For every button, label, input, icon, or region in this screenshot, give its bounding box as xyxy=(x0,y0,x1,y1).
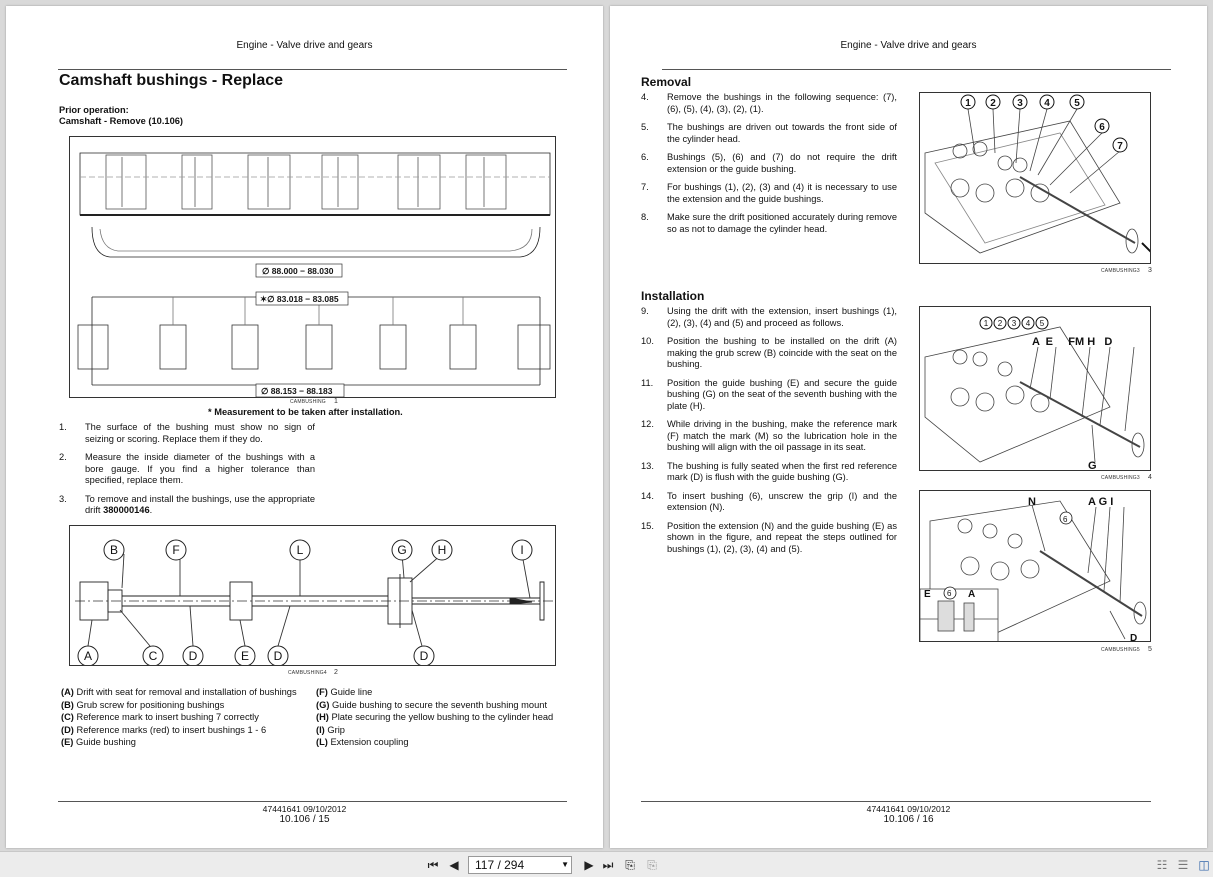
step-item: 7. For bushings (1), (2), (3) and (4) it is necessary to use the extension and the guide bushings. xyxy=(641,182,897,204)
chevron-down-icon[interactable]: ▼ xyxy=(561,860,569,869)
legend-item: (H) Plate securing the yellow bushing to the cylinder head xyxy=(316,712,554,722)
legend-item: (E) Guide bushing xyxy=(61,737,136,747)
callout-top: I xyxy=(520,543,524,557)
fig3-callout: 3 xyxy=(1017,98,1023,109)
fig4-callout: 3 xyxy=(1011,319,1017,328)
removal-heading: Removal xyxy=(641,75,692,89)
figure-4-installation xyxy=(919,306,1151,471)
figure-3-drawing xyxy=(920,93,1151,264)
figure-4-caption: CAMBUSHING3 xyxy=(1101,475,1140,481)
step-item: 5. The bushings are driven out towards the front side of the cylinder head. xyxy=(641,122,897,144)
copy-page-disabled-icon[interactable]: ⎘ xyxy=(647,858,657,872)
fig4-letters: A E FM H D xyxy=(1032,336,1113,348)
legend-item: (C) Reference mark to insert bushing 7 correctly xyxy=(61,712,259,722)
first-page-icon[interactable]: ⏮ xyxy=(427,858,439,872)
fig3-callout: 2 xyxy=(990,98,996,109)
header-rule xyxy=(58,69,567,70)
step-item: 11. Position the guide bushing (E) and secure the guide bushing (G) on the seat of the seventh bushing with the plate (H). xyxy=(641,377,897,411)
page-number-input[interactable]: 117 / 294 ▼ xyxy=(468,856,572,874)
steps-list xyxy=(59,422,315,524)
callout-bottom: D xyxy=(419,649,429,663)
figure-1-camshaft-section xyxy=(69,136,556,398)
installation-heading: Installation xyxy=(641,289,705,303)
figure-1-caption: CAMBUSHING xyxy=(290,399,326,405)
figure-1-number: 1 xyxy=(334,398,338,405)
figure-5-number: 5 xyxy=(1148,646,1152,653)
fig4-callout: 4 xyxy=(1025,319,1031,328)
fig4-callout: 2 xyxy=(997,319,1003,328)
figure-5-drawing xyxy=(920,491,1151,642)
left-page xyxy=(6,6,603,848)
figure-4-drawing xyxy=(920,307,1151,471)
legend-column-left xyxy=(61,686,297,749)
fig3-callout: 4 xyxy=(1044,98,1050,109)
last-page-icon[interactable]: ⏭ xyxy=(602,858,614,872)
fig5-letter-a: A xyxy=(968,589,976,600)
legend-item: (G) Guide bushing to secure the seventh bushing mount xyxy=(316,699,548,710)
footer-rule xyxy=(58,801,567,802)
figure-5-bushing-6 xyxy=(919,490,1151,642)
step-item: 4. Remove the bushings in the following sequence: (7), (6), (5), (4), (3), (2), (1). xyxy=(641,92,897,114)
legend-item: (F) Guide line xyxy=(316,687,373,697)
step-item: 2. Measure the inside diameter of the bushings with a bore gauge. If you find a higher tolerance than specified, replace them. xyxy=(59,452,315,485)
viewer-toolbar xyxy=(0,851,1213,877)
callout-bottom: C xyxy=(148,649,158,663)
prior-operation-link[interactable]: Camshaft - Remove (10.106) xyxy=(59,116,184,126)
page-number: 10.106 / 16 xyxy=(883,813,934,825)
step-item: 8. Make sure the drift positioned accurately during remove so as not to damage the cylinder head. xyxy=(641,212,897,234)
fig5-letter-d: D xyxy=(1130,633,1138,642)
continuous-view-icon[interactable]: ☰ xyxy=(1177,858,1189,872)
figure-2-drawing xyxy=(70,526,556,666)
figure-1-drawing xyxy=(70,137,556,398)
figure-3-removal xyxy=(919,92,1151,264)
fig3-callout: 7 xyxy=(1117,141,1123,152)
step-item: 14. To insert bushing (6), unscrew the grip (I) and the extension (N). xyxy=(641,490,897,512)
callout-bottom: D xyxy=(188,649,198,663)
figure-5-caption: CAMBUSHING5 xyxy=(1101,647,1140,653)
page-number: 10.106 / 15 xyxy=(279,813,330,825)
fig5-callout-6b: 6 xyxy=(947,589,952,598)
installation-steps xyxy=(641,306,897,562)
step-item: 1. The surface of the bushing must show no sign of seizing or scoring. Replace them if they do. xyxy=(59,422,315,444)
document-code: 47441641 09/10/2012 xyxy=(262,804,347,814)
step-item: 9. Using the drift with the extension, insert bushings (1), (2), (3), (4) and (5) and proceed as follows. xyxy=(641,306,897,328)
fig4-callout: 5 xyxy=(1039,319,1045,328)
next-page-icon[interactable]: ▶ xyxy=(584,858,594,872)
figure-3-caption: CAMBUSHING3 xyxy=(1101,268,1140,274)
single-page-view-icon[interactable]: ☷ xyxy=(1156,858,1168,872)
step-item: 12. While driving in the bushing, make the reference mark (F) match the mark (M) so the lubrication hole in the bushing will align with the oil passage in its seat. xyxy=(641,419,897,452)
header-rule xyxy=(662,69,1171,70)
callout-bottom: D xyxy=(273,649,283,663)
step-item: 3. To remove and install the bushings, use the appropriate drift 380000146. xyxy=(59,493,315,515)
fig3-callout: 5 xyxy=(1074,98,1080,109)
legend-item: (D) Reference marks (red) to insert bushings 1 - 6 xyxy=(61,724,267,735)
dimension-label-1: ∅ 88.000 − 88.030 xyxy=(262,266,334,276)
footer xyxy=(610,804,1207,825)
prior-operation-label: Prior operation: xyxy=(59,105,129,115)
callout-top: L xyxy=(296,543,304,557)
fig3-callout: 1 xyxy=(965,98,971,109)
figure-2-number: 2 xyxy=(334,669,338,676)
section-title: Camshaft bushings - Replace xyxy=(59,72,284,89)
figure-2-caption: CAMBUSHING4 xyxy=(288,670,327,676)
two-page-view-icon[interactable]: ◫ xyxy=(1198,858,1210,872)
figure-3-number: 3 xyxy=(1148,267,1152,274)
footer-rule xyxy=(641,801,1151,802)
right-page xyxy=(610,6,1207,848)
prev-page-icon[interactable]: ◀ xyxy=(449,858,459,872)
running-head: Engine - Valve drive and gears xyxy=(236,40,373,51)
fig4-letter-g: G xyxy=(1088,460,1097,471)
removal-steps xyxy=(641,92,897,242)
figure-2-drift-tool xyxy=(69,525,556,666)
fig5-letter-n: N xyxy=(1028,496,1036,508)
fig3-callout: 6 xyxy=(1099,122,1105,133)
callout-bottom: A xyxy=(83,649,93,663)
fig5-callout-6: 6 xyxy=(1063,515,1068,524)
figure-4-number: 4 xyxy=(1148,474,1152,481)
step-item: 15. Position the extension (N) and the guide bushing (E) as shown in the figure, and repeat the steps outlined for bushings (1), (2), (3), (4) and (5). xyxy=(641,520,897,554)
callout-top: F xyxy=(172,543,180,557)
legend-item: (A) Drift with seat for removal and installation of bushings xyxy=(61,687,297,697)
dimension-label-2: ✶∅ 83.018 − 83.085 xyxy=(260,294,339,304)
copy-page-icon[interactable]: ⎘ xyxy=(625,858,635,872)
callout-top: H xyxy=(437,543,447,557)
fig5-letters-agi: A G I xyxy=(1088,496,1114,508)
legend-item: (B) Grub screw for positioning bushings xyxy=(61,699,225,710)
step-item: 13. The bushing is fully seated when the first red reference mark (D) is flush with the guide bushing (G). xyxy=(641,460,897,482)
callout-top: B xyxy=(109,543,119,557)
fig5-letter-e: E xyxy=(924,589,931,600)
measurement-note: * Measurement to be taken after installation. xyxy=(208,407,403,417)
fig4-callout: 1 xyxy=(983,319,989,328)
running-head: Engine - Valve drive and gears xyxy=(840,40,977,51)
legend-item: (I) Grip xyxy=(316,724,345,735)
step-item: 10. Position the bushing to be installed on the drift (A) making the grub screw (B) coincide with the seat on the bushing. xyxy=(641,336,897,369)
document-code: 47441641 09/10/2012 xyxy=(866,804,951,814)
callout-top: G xyxy=(397,543,407,557)
callout-bottom: E xyxy=(240,649,250,663)
legend-column-right xyxy=(316,686,553,749)
step-item: 6. Bushings (5), (6) and (7) do not require the drift extension or the guide bushing. xyxy=(641,152,897,174)
footer xyxy=(6,804,603,825)
dimension-label-3: ∅ 88.153 − 88.183 xyxy=(261,386,333,396)
legend-item: (L) Extension coupling xyxy=(316,737,409,747)
